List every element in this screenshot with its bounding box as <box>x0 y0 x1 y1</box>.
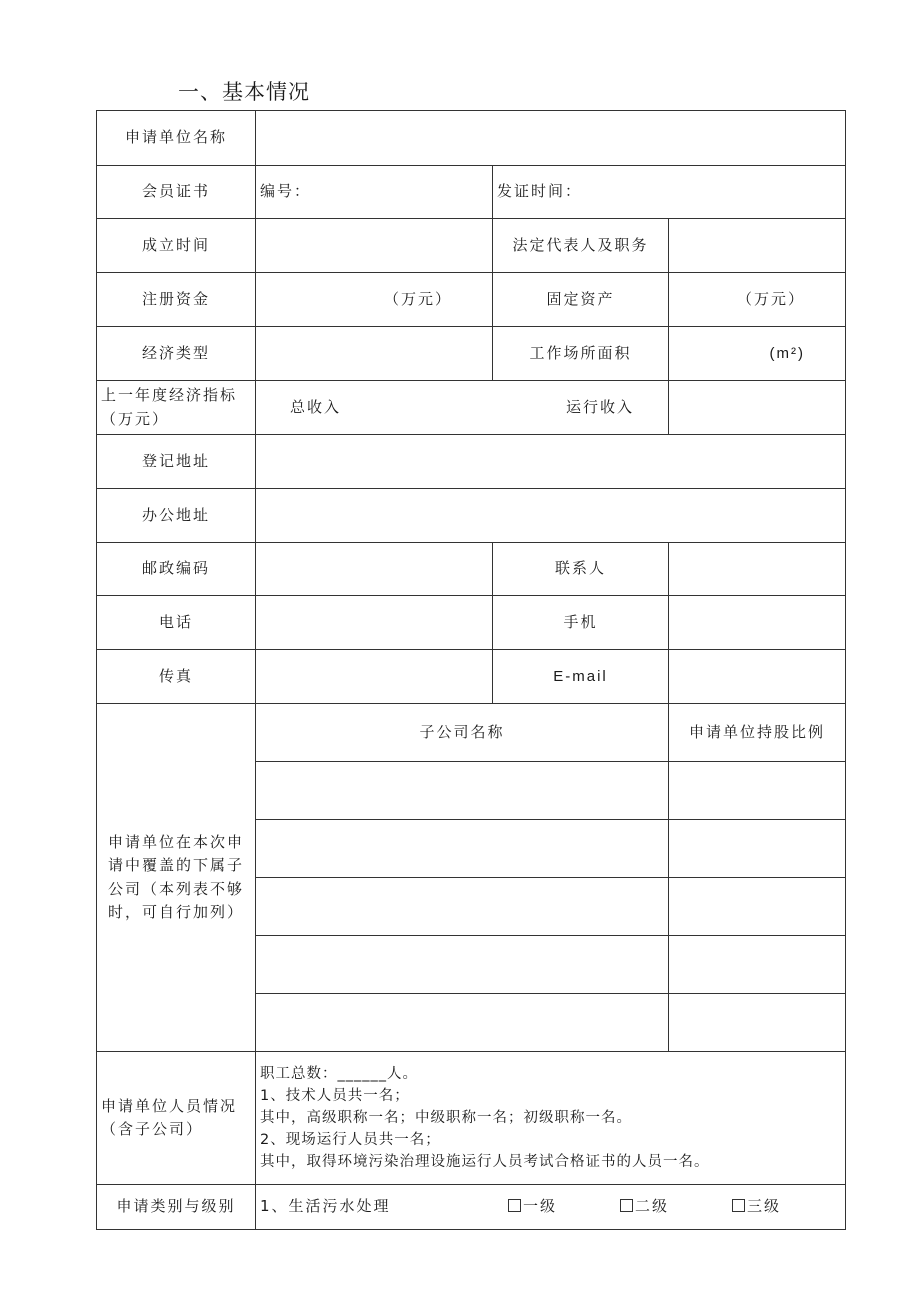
category-label: 申请类别与级别 <box>97 1185 256 1230</box>
contact-field[interactable] <box>669 543 846 596</box>
row-office-address <box>97 489 846 543</box>
mobile-label: 手机 <box>493 596 669 650</box>
phone-label: 电话 <box>97 596 256 650</box>
reg-address-field[interactable] <box>256 435 846 489</box>
subsidiary-share-field[interactable] <box>669 994 846 1052</box>
phone-field[interactable] <box>256 596 493 650</box>
level1-option[interactable] <box>508 1195 620 1218</box>
member-cert-label: 会员证书 <box>97 166 256 219</box>
legal-rep-field[interactable] <box>669 219 846 273</box>
staff-label: 申请单位人员情况（含子公司） <box>97 1052 256 1185</box>
row-staff <box>97 1052 846 1185</box>
last-year-label: 上一年度经济指标（万元） <box>97 381 256 435</box>
operating-income-field[interactable] <box>669 381 846 435</box>
row-postcode <box>97 543 846 596</box>
fax-label: 传真 <box>97 650 256 704</box>
row-category <box>97 1185 846 1230</box>
subsidiary-name-field[interactable] <box>256 878 669 936</box>
applicant-name-field[interactable] <box>256 111 846 166</box>
capital-label: 注册资金 <box>97 273 256 327</box>
cert-issue-label: 发证时间： <box>497 182 583 201</box>
row-applicant-name <box>97 111 846 166</box>
subsidiary-name-header: 子公司名称 <box>256 704 669 762</box>
category-item: 1、生活污水处理 <box>260 1197 391 1216</box>
staff-total-line: 职工总数：______人。 <box>260 1066 418 1082</box>
postcode-label: 邮政编码 <box>97 543 256 596</box>
subsidiaries-label: 申请单位在本次申请中覆盖的下属子公司（本列表不够时，可自行加列） <box>97 704 256 1052</box>
work-area-field[interactable] <box>669 327 846 381</box>
subsidiary-share-field[interactable] <box>669 878 846 936</box>
last-year-income-cell <box>256 381 669 435</box>
contact-label: 联系人 <box>493 543 669 596</box>
level1-label: 一级 <box>523 1197 558 1216</box>
tech-titles-line: 其中，高级职称一名；中级职称一名；初级职称一名。 <box>260 1110 632 1126</box>
founded-field[interactable] <box>256 219 493 273</box>
level2-option[interactable] <box>620 1195 732 1218</box>
mobile-field[interactable] <box>669 596 846 650</box>
fixed-assets-field[interactable] <box>669 273 846 327</box>
capital-unit: （万元） <box>383 289 452 308</box>
cert-number-label: 编号： <box>260 182 312 201</box>
econ-type-label: 经济类型 <box>97 327 256 381</box>
category-options <box>256 1185 846 1230</box>
total-income-label: 总收入 <box>290 397 342 416</box>
fixed-assets-unit: （万元） <box>736 289 805 308</box>
row-phone <box>97 596 846 650</box>
legal-rep-label: 法定代表人及职务 <box>493 219 669 273</box>
subsidiary-share-header: 申请单位持股比例 <box>669 704 846 762</box>
level3-label: 三级 <box>747 1197 782 1216</box>
email-label: E-mail <box>493 650 669 704</box>
subsidiary-share-field[interactable] <box>669 762 846 820</box>
level3-option[interactable] <box>732 1195 781 1218</box>
applicant-name-label: 申请单位名称 <box>97 111 256 166</box>
subsidiary-share-field[interactable] <box>669 936 846 994</box>
row-founded <box>97 219 846 273</box>
tech-staff-line: 1、技术人员共一名； <box>260 1088 410 1104</box>
capital-field[interactable] <box>256 273 493 327</box>
postcode-field[interactable] <box>256 543 493 596</box>
ops-staff-line: 2、现场运行人员共一名； <box>260 1132 441 1148</box>
work-area-label: 工作场所面积 <box>493 327 669 381</box>
subsidiary-share-field[interactable] <box>669 820 846 878</box>
level2-label: 二级 <box>635 1197 670 1216</box>
row-reg-address <box>97 435 846 489</box>
checkbox-icon[interactable] <box>508 1199 521 1212</box>
econ-type-field[interactable] <box>256 327 493 381</box>
row-subsidiary-header <box>97 704 846 762</box>
row-fax <box>97 650 846 704</box>
cert-number-field[interactable] <box>256 166 493 219</box>
cert-issue-field[interactable] <box>493 166 846 219</box>
founded-label: 成立时间 <box>97 219 256 273</box>
office-address-label: 办公地址 <box>97 489 256 543</box>
section-heading: 一、基本情况 <box>178 80 310 104</box>
row-last-year <box>97 381 846 435</box>
fixed-assets-label: 固定资产 <box>493 273 669 327</box>
staff-details[interactable] <box>256 1052 846 1185</box>
operating-income-label: 运行收入 <box>565 397 634 416</box>
subsidiary-name-field[interactable] <box>256 994 669 1052</box>
reg-address-label: 登记地址 <box>97 435 256 489</box>
row-capital <box>97 273 846 327</box>
checkbox-icon[interactable] <box>620 1199 633 1212</box>
row-econ-type <box>97 327 846 381</box>
fax-field[interactable] <box>256 650 493 704</box>
office-address-field[interactable] <box>256 489 846 543</box>
row-member-cert <box>97 166 846 219</box>
checkbox-icon[interactable] <box>732 1199 745 1212</box>
basic-info-table <box>96 110 846 1230</box>
email-field[interactable] <box>669 650 846 704</box>
subsidiary-name-field[interactable] <box>256 762 669 820</box>
subsidiary-name-field[interactable] <box>256 820 669 878</box>
work-area-unit: (m²) <box>769 344 805 362</box>
certified-staff-line: 其中，取得环境污染治理设施运行人员考试合格证书的人员一名。 <box>260 1154 710 1170</box>
subsidiary-name-field[interactable] <box>256 936 669 994</box>
